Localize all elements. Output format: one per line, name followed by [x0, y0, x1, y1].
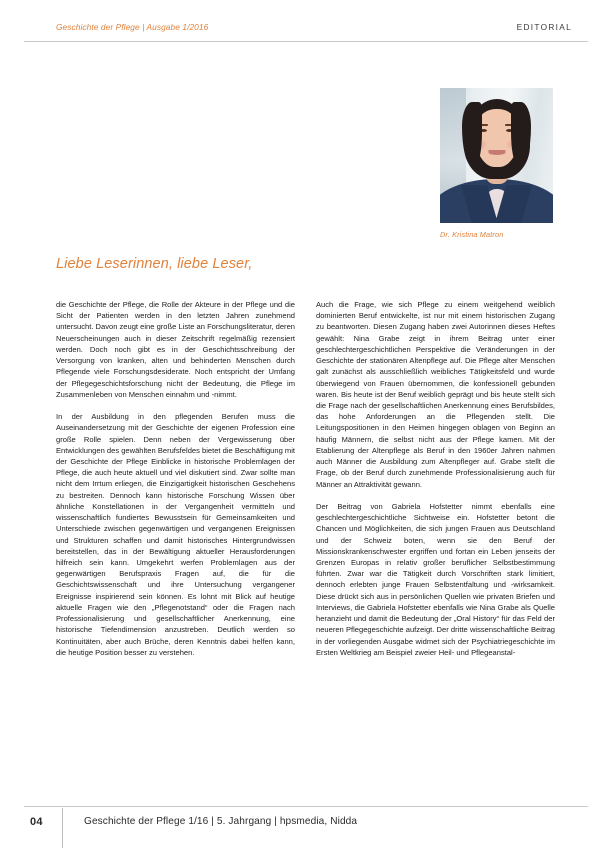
column-left — [56, 299, 295, 658]
portrait-caption: Dr. Kristina Matron — [440, 230, 504, 239]
editor-portrait — [440, 88, 553, 223]
page-number: 04 — [30, 816, 43, 828]
running-head-issue: Geschichte der Pflege | Ausgabe 1/2016 — [56, 22, 209, 32]
portrait-image — [440, 88, 553, 223]
footer-divider — [24, 806, 588, 807]
salutation-heading: Liebe Leserinnen, liebe Leser, — [56, 256, 253, 272]
portrait-hair-front-left — [462, 102, 482, 164]
footer-imprint: Geschichte der Pflege 1/16 | 5. Jahrgang | hpsmedia, Nidda — [84, 816, 358, 827]
paragraph: die Geschichte der Pflege, die Rolle der Akteure in der Pflege und die Sicht der Patienten werden in den letzten Jahren zunehmend untersucht. Davon zeugt eine große Liste an Forschungsliteratur, deren Neuerscheinungen auch in dieser Zeitschrift regelmäßig rezensiert werden. Doch noch gibt es in der Geschichtsschreibung der Versorgung von kranken, alten und behinderten Menschen durch Pflegende viele Forschungsdesiderate. Noch entspricht der Umfang der Pflegegeschichtsforschung nicht der Bedeutung, die Pflege im Zusammenleben von Menschen einnahm und -nimmt. — [56, 300, 295, 399]
paragraph: In der Ausbildung in den pflegenden Berufen muss die Auseinandersetzung mit der Geschichte der eigenen Profession eine große Rolle spielen. Denn neben der Vergewisserung über Entwicklungen des gewählten Berufsfeldes bietet die Beschäftigung mit der Geschichte der Pflege Einblicke in historische Problemlagen der Pflege, die auch heute aktuell und viel diskutiert sind. Zwar sollte man nicht dem Irrtum erliegen, die Einzigartigkeit historischen Geschehens zu bestreiten. Dennoch kann historische Forschung Wissen über ähnliche Konstellationen in der Vergangenheit vermitteln und wissenschaftlich fundiertes Bewusstsein für Gemeinsamkeiten und Unterschiede zwischen gegenwärtigen und vergangenen Ereignissen und Strukturen schaffen und damit historisches Hintergrundwissen bereitstellen, das in der Bewältigung aktueller Herausforderungen hilfreich sein kann. Umgekehrt werfen Problemlagen aus der gegenwärtigen Berufspraxis Fragen auf, die für die Geschichtswissenschaft und ihre Untersuchung vergangener Ereignisse inspirierend sein können. Es lohnt mit Blick auf heutige aktuelle Fragen wie den „Pflegenotstand“ oder die Fragen nach Professionalisierung und gesellschaftlicher Anerkennung, eine historische Tiefendimension anzustreben. Deutlich werden so Kontinuitäten, aber auch Brüche, deren Kenntnis dabei helfen kann, die heutige Position besser zu verstehen. — [56, 412, 295, 657]
footer-vertical-rule — [62, 808, 63, 848]
running-head — [56, 22, 572, 38]
article-body — [56, 299, 556, 794]
header-divider — [24, 41, 588, 42]
column-right — [316, 299, 555, 658]
paragraph: Auch die Frage, wie sich Pflege zu einem weitgehend weiblich dominierten Beruf entwickelte, ist nur mit einem historischen Zugang zu beantworten. Diesen Zugang haben zwei Autorinnen dieses Heftes gewählt: Nina Grabe zeigt in ihrem Beitrag unter einer geschlechtergeschichtlichen Perspektive die Veränderungen in der Geschichte der stationären Altenpflege auf. Die Pflege alter Menschen galt zunächst als ausschließlich weibliches Tätigkeitsfeld und wurde überwiegend von Frauen übernommen, die konfessionell gebunden waren. Bis heute ist der Beruf weiblich geprägt und bis heute stellt sich die Frage nach der gesellschaftlichen Anerkennung eines Berufsbildes, das hohe Anforderungen an die Pflegenden stellt. Die Leitungspositionen in den Heimen hingegen oblagen von Beginn an häufig Männern, die selbst nicht aus der Pflege kamen. Mit der Etablierung der Altenpflege als Beruf in den 1960er Jahren nahmen auch Männer die Ausbildung zum Altenpfleger auf. Grabe stellt die Frage, ob der Beruf durch zunehmende Professionalisierung auch für Männer an Attraktivität gewann. — [316, 300, 555, 489]
paragraph: Der Beitrag von Gabriela Hofstetter nimmt ebenfalls eine geschlechtergeschichtliche Sichtweise ein. Hofstetter betont die Chancen und Möglichkeiten, die sich jungen Frauen aus Deutschland und der Schweiz boten, wenn sie den Beruf der Missionskrankenschwester ergriffen und fortan ein Leben jenseits der Grenzen Europas in relativ großer beruflicher Selbstbestimmung führten. Zwar war die Tätigkeit durch Vorschriften stark limitiert, dennoch erlebten junge Frauen Selbstentfaltung und -wirksamkeit. Diese drückt sich aus in persönlichen Quellen wie privaten Briefen und Interviews, die Gabriela Hofstetter ebenfalls wie Nina Grabe als Quelle heranzieht und damit die Bedeutung der „Oral History“ für das Feld der neueren Pflegegeschichte aufzeigt. Der dritte wissenschaftliche Beitrag in der vorliegenden Ausgabe widmet sich der Psychiatriegeschichte im Ersten Weltkrieg am Beispiel zweier Heil- und Pflegeanstal- — [316, 501, 555, 657]
running-head-section: EDITORIAL — [516, 22, 572, 32]
portrait-mouth — [488, 150, 505, 155]
